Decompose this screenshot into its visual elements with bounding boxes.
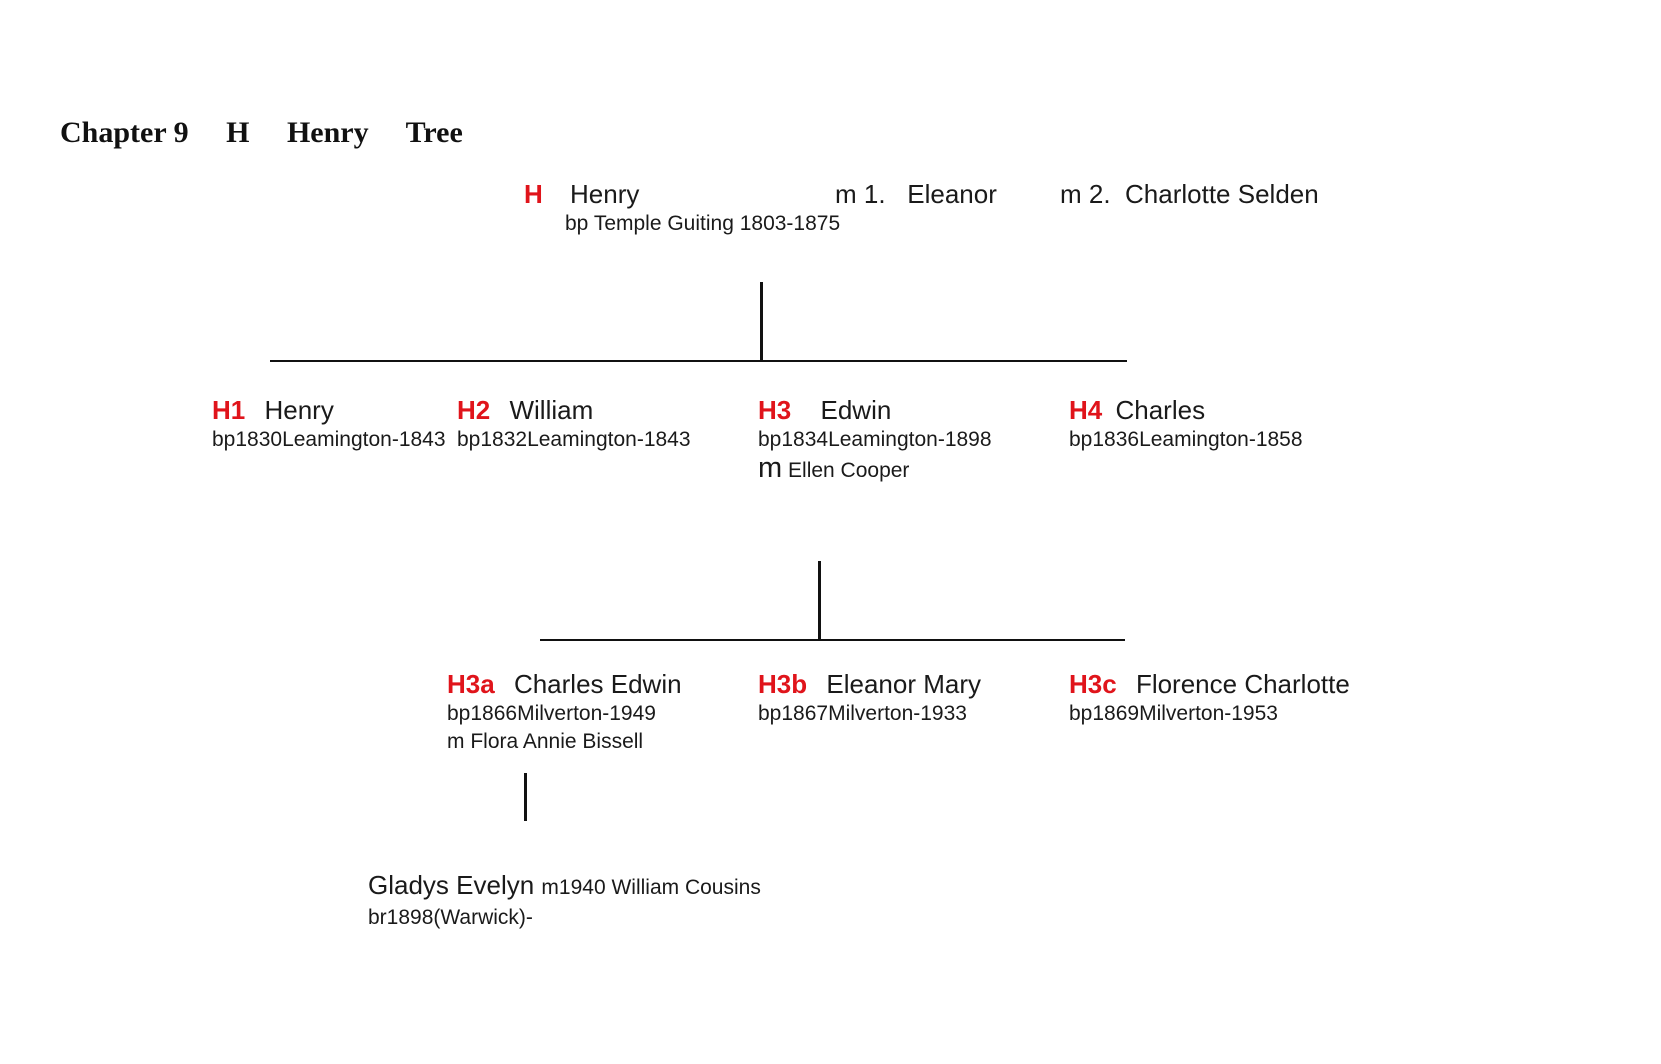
great-grandchild-marriage: m1940 William Cousins bbox=[541, 876, 761, 899]
child-marriage bbox=[758, 454, 992, 485]
great-grandchild-name: Gladys Evelyn bbox=[368, 870, 535, 900]
page-title bbox=[60, 116, 493, 150]
root-detail: bp Temple Guiting 1803-1875 bbox=[565, 212, 841, 235]
h3-descent-line bbox=[818, 561, 821, 641]
root-person bbox=[524, 178, 840, 238]
child-detail: bp1834Leamington-1898 bbox=[758, 428, 992, 451]
child-h1 bbox=[212, 394, 446, 454]
grandchild-name: Florence Charlotte bbox=[1135, 669, 1350, 699]
grandchild-marriage: m Flora Annie Bissell bbox=[447, 730, 644, 753]
grandchild-name: Eleanor Mary bbox=[826, 669, 981, 699]
great-grandchild bbox=[368, 869, 761, 932]
child-detail: bp1830Leamington-1843 bbox=[212, 428, 446, 451]
child-code: H2 bbox=[457, 395, 491, 425]
child-detail: bp1832Leamington-1843 bbox=[457, 428, 691, 451]
child-code: H1 bbox=[212, 395, 246, 425]
child-name: Charles bbox=[1115, 395, 1206, 425]
marriage-spouse: Ellen Cooper bbox=[788, 459, 910, 482]
marriage-m: m bbox=[758, 452, 783, 484]
title-code: H bbox=[226, 116, 250, 149]
grandchild-h3c bbox=[1069, 668, 1350, 728]
grandchild-code: H3a bbox=[447, 669, 495, 699]
grandchild-detail: bp1867Milverton-1933 bbox=[758, 702, 967, 725]
grandchild-code: H3c bbox=[1069, 669, 1117, 699]
child-h2 bbox=[457, 394, 691, 454]
grandchild-detail: bp1869Milverton-1953 bbox=[1069, 702, 1278, 725]
root-code: H bbox=[524, 179, 543, 209]
grandchild-h3a bbox=[447, 668, 682, 756]
root-name: Henry bbox=[570, 179, 640, 209]
children-sibling-line bbox=[270, 360, 1127, 362]
child-h4 bbox=[1069, 394, 1303, 454]
great-grandchild-detail: br1898(Warwick)- bbox=[368, 906, 533, 929]
root-descent-line bbox=[760, 282, 763, 362]
root-marriage-2: m 2. Charlotte Selden bbox=[1060, 179, 1319, 209]
h3a-descent-line bbox=[524, 773, 527, 821]
grandchild-detail: bp1866Milverton-1949 bbox=[447, 702, 656, 725]
root-marriage-1: m 1. Eleanor bbox=[835, 179, 997, 209]
child-name: William bbox=[509, 395, 594, 425]
child-detail: bp1836Leamington-1858 bbox=[1069, 428, 1303, 451]
grandchild-code: H3b bbox=[758, 669, 808, 699]
grandchild-h3b bbox=[758, 668, 981, 728]
title-chapter: Chapter 9 bbox=[60, 116, 189, 149]
grandchildren-sibling-line bbox=[540, 639, 1125, 641]
child-code: H3 bbox=[758, 395, 792, 425]
child-name: Edwin bbox=[820, 395, 892, 425]
title-tree: Tree bbox=[405, 116, 463, 149]
child-name: Henry bbox=[264, 395, 334, 425]
title-name: Henry bbox=[286, 116, 369, 149]
child-h3 bbox=[758, 394, 992, 485]
child-code: H4 bbox=[1069, 395, 1103, 425]
grandchild-name: Charles Edwin bbox=[513, 669, 682, 699]
